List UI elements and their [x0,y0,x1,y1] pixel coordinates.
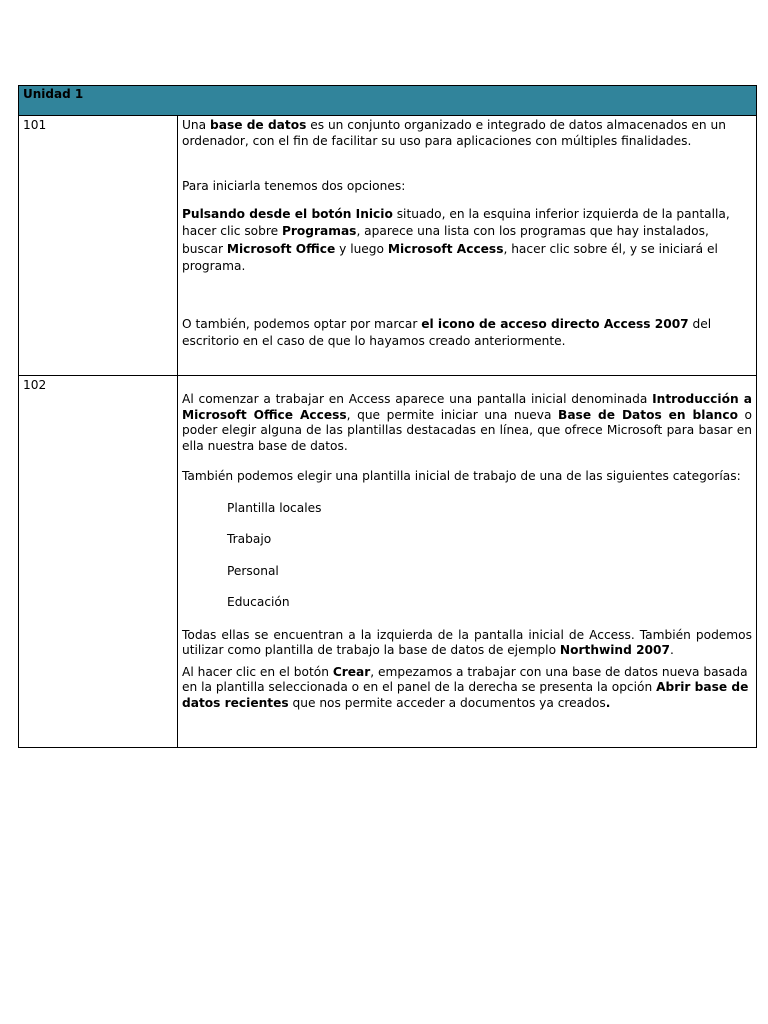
bold-term: Crear [332,664,371,679]
text-run: Para iniciarla tenemos dos opciones: [182,179,406,193]
bold-term: base de datos [210,118,307,132]
category-label: Educación [227,595,290,609]
bold-term: . [605,695,611,710]
text-run: . [670,643,674,657]
unit-header [19,86,757,116]
paragraph [182,118,752,149]
text-run: situado, en la esquina inferior izquierda de la pantalla, hacer clic sobre [182,206,730,238]
text-run: o poder elegir alguna de las plantillas destacadas en línea, que ofrece Microsoft para basar en ella nuestra base de datos. [182,407,752,453]
bold-term: Base de Datos en blanco [558,407,738,422]
row-id: 102 [23,378,47,392]
bold-term: Northwind 2007 [559,643,670,657]
paragraph [182,179,752,195]
header-row [19,86,757,116]
bold-term: Microsoft Office [226,241,336,256]
row-id-cell [19,116,178,376]
text-run: del escritorio en el caso de que lo hayamos creado anteriormente. [182,316,712,348]
category-label: Personal [227,563,279,578]
bold-term: Programas [281,224,357,238]
text-run: es un conjunto organizado e integrado de datos almacenados en un ordenador, con el fin de facilitar su uso para aplicaciones con múltiples finalidades. [182,118,726,148]
table-row [19,116,757,376]
text-run: Al comenzar a trabajar en Access aparece una pantalla inicial denominada [182,392,653,406]
table-row [19,376,757,748]
text-run: Al hacer clic en el botón [182,664,333,679]
paragraph [182,316,752,351]
category-item [182,532,752,548]
paragraph [182,206,752,276]
category-item [182,501,752,517]
text-run: , hacer clic sobre él, y se iniciará el programa. [182,241,718,273]
row-id-cell [19,376,178,748]
text-run: que nos permite acceder a documentos ya creados [288,695,606,710]
paragraph [182,665,752,712]
bold-term: el icono de acceso directo Access 2007 [421,316,689,331]
category-label: Trabajo [227,532,272,546]
paragraph [182,469,752,485]
text-run: y luego [335,241,388,256]
text-run: Todas ellas se encuentran a la izquierda de la pantalla inicial de Access. También podemos utilizar como plantilla de trabajo la base de datos de ejemplo [182,627,752,657]
category-item [182,595,752,611]
row-content-cell [178,116,757,376]
text-run: , empezamos a trabajar con una base de datos nueva basada en la plantilla seleccionada o en el panel de la derecha se presenta la opción [182,664,748,694]
bold-term: Introducción a Microsoft Office Access [182,392,752,422]
text-run: También podemos elegir una plantilla inicial de trabajo de una de las siguientes categorías: [182,469,741,483]
content-table [18,85,757,748]
category-label: Plantilla locales [227,500,322,515]
row-id: 101 [23,118,47,132]
text-run: , que permite iniciar una nueva [346,407,559,422]
row-content-cell [178,376,757,748]
category-item [182,564,752,580]
text-run: , aparece una lista con los programas que hay instalados, buscar [182,224,709,256]
text-run: O también, podemos optar por marcar [182,316,422,331]
text-run: Una [182,118,210,132]
paragraph [182,628,752,659]
paragraph [182,392,752,454]
bold-term: Microsoft Access [387,241,504,256]
unit-title: Unidad 1 [23,87,84,101]
bold-term: Abrir base de datos recientes [182,680,749,710]
bold-term: Pulsando desde el botón Inicio [182,206,393,221]
